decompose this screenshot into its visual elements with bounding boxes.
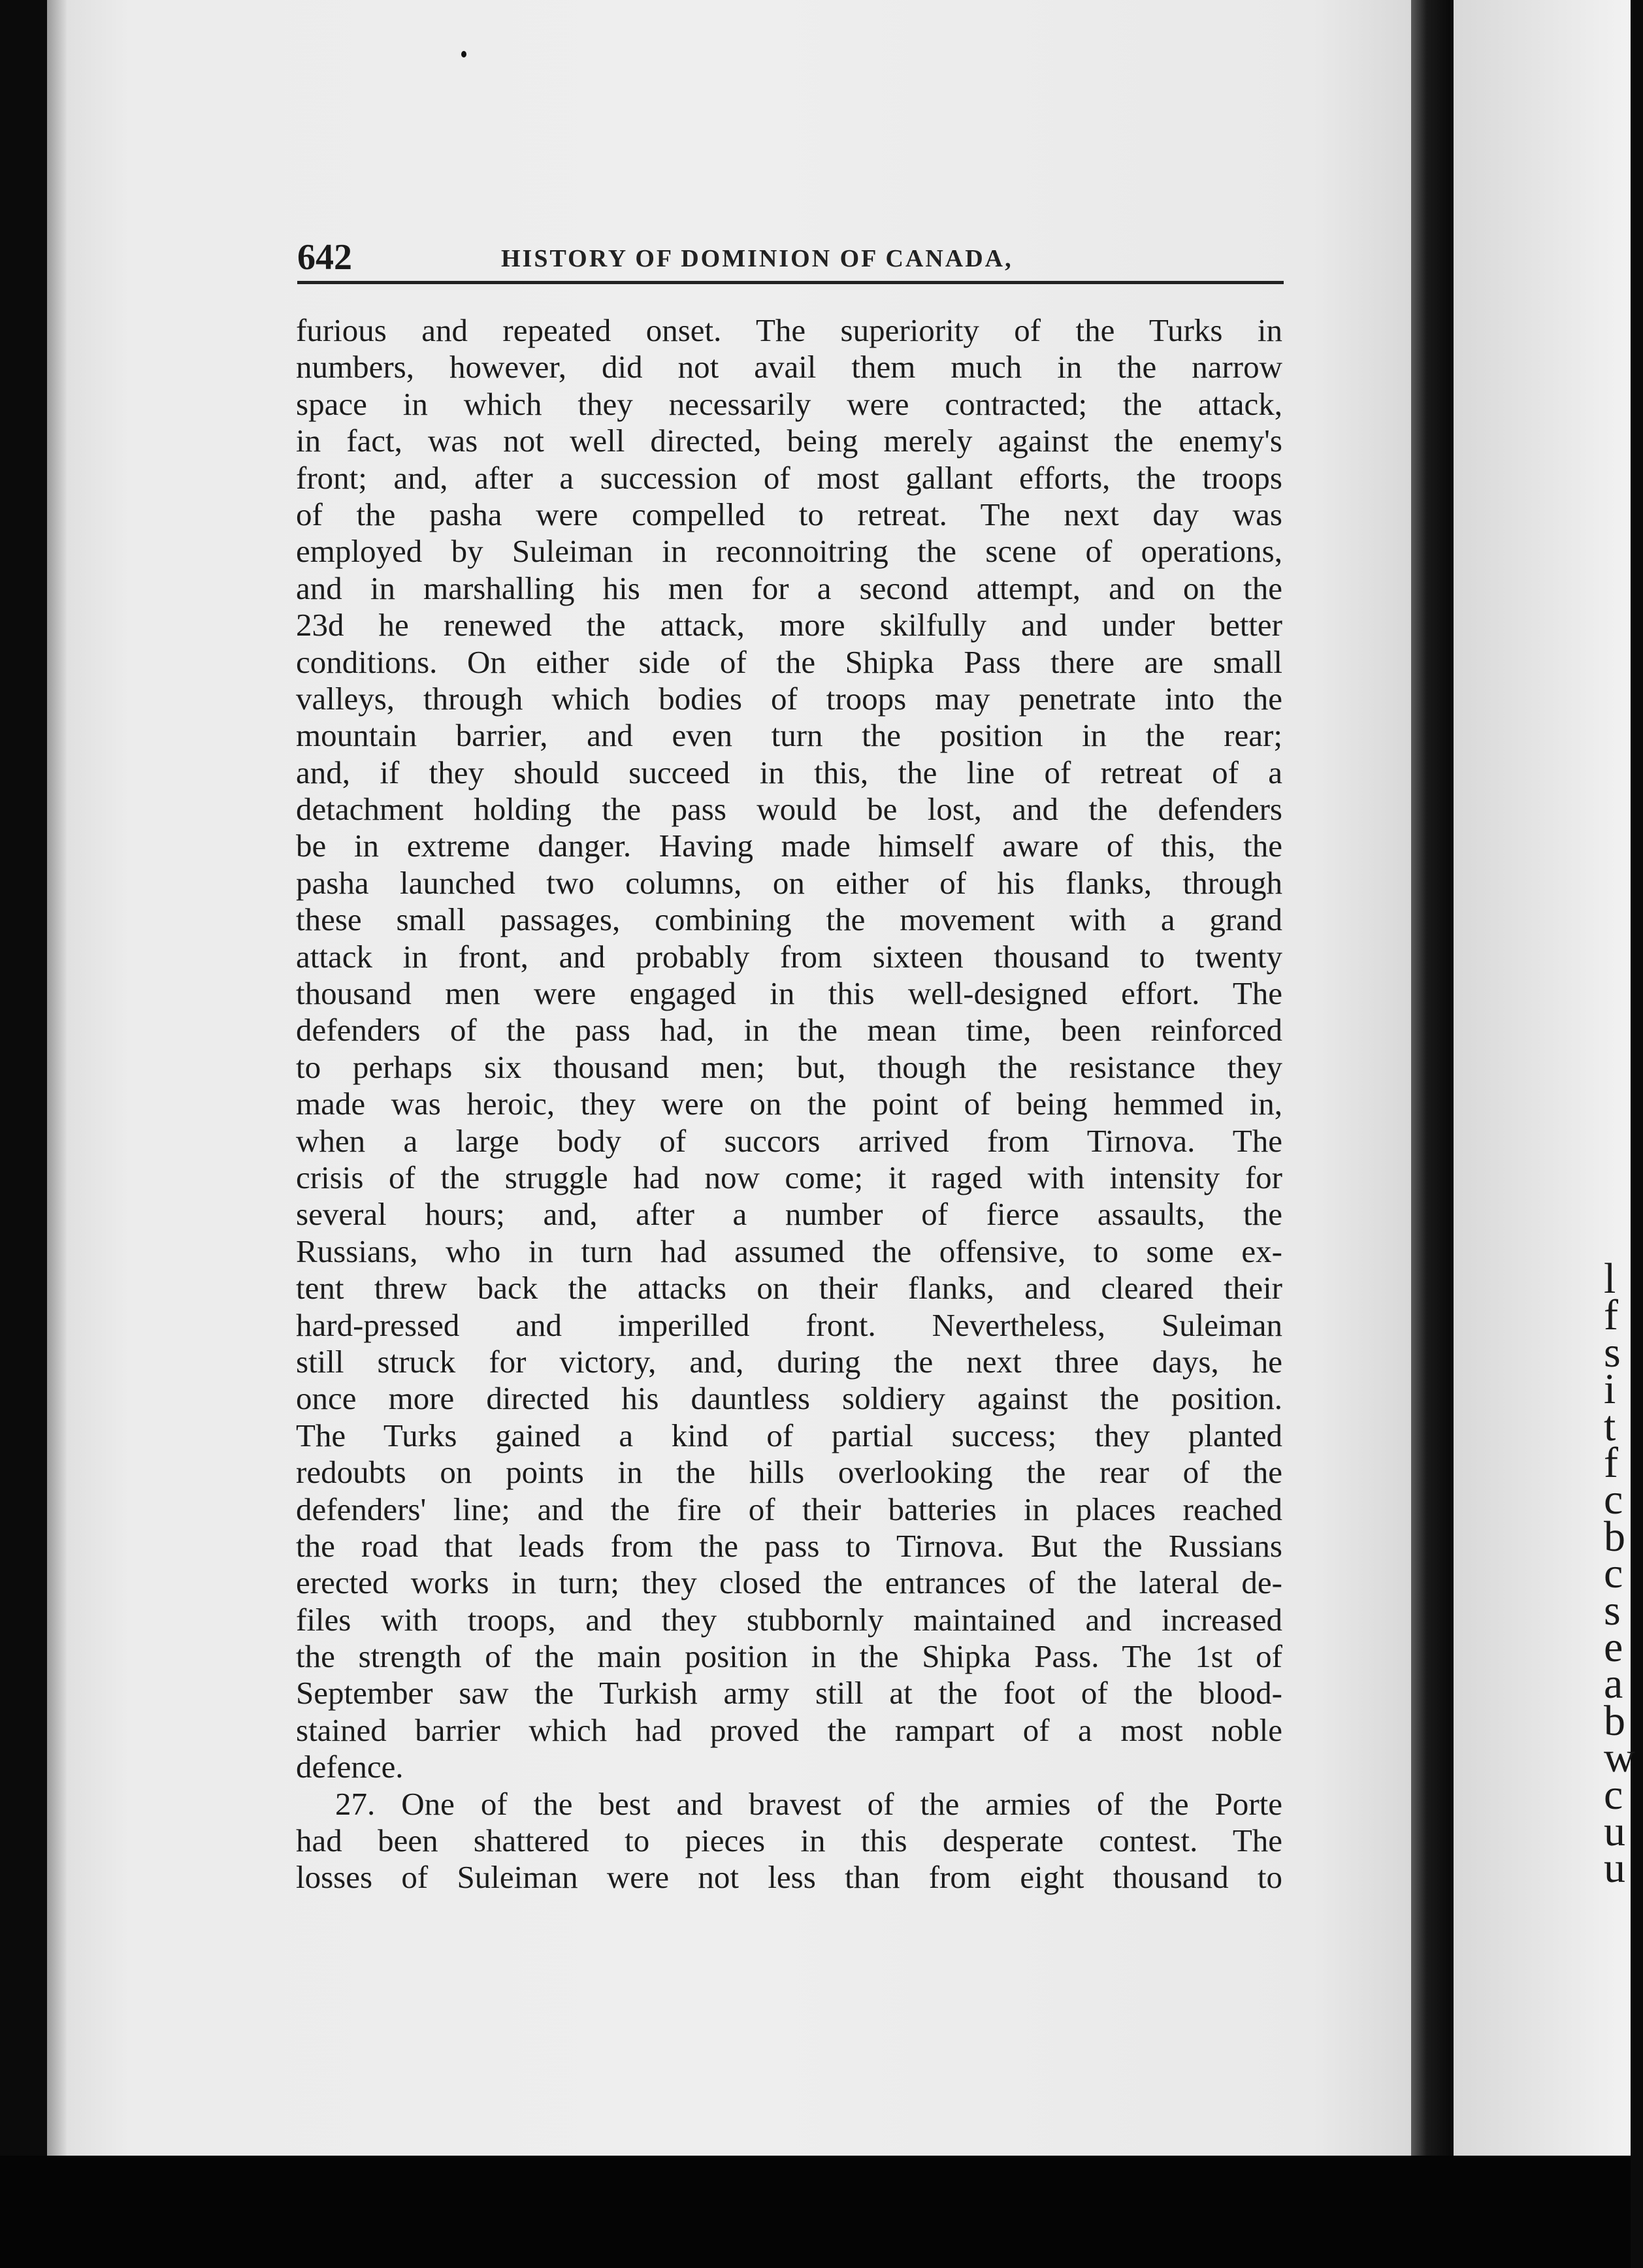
facing-page-letter: b: [1604, 1512, 1625, 1561]
text-line: The Turks gained a kind of partial success; they planted: [296, 1417, 1282, 1453]
text-line: crisis of the struggle had now come; it raged with intensity for: [296, 1159, 1282, 1195]
text-line: these small passages, combining the movement with a grand: [296, 901, 1282, 938]
facing-page-letter: t: [1604, 1402, 1616, 1450]
text-line: front; and, after a succession of most gallant efforts, the troops: [296, 459, 1282, 496]
text-line: the strength of the main position in the Shipka Pass. The 1st of: [296, 1638, 1282, 1675]
text-line: when a large body of succors arrived from Tirnova. The: [296, 1122, 1282, 1159]
scan-border: [0, 2156, 1631, 2268]
text-line: defenders of the pass had, in the mean time, been reinforced: [296, 1012, 1282, 1048]
text-line: erected works in turn; they closed the entrances of the lateral de-: [296, 1564, 1282, 1601]
text-line: conditions. On either side of the Shipka Pass there are small: [296, 643, 1282, 680]
text-line: employed by Suleiman in reconnoitring the scene of operations,: [296, 533, 1282, 570]
facing-page-letter: i: [1604, 1365, 1616, 1414]
text-line: files with troops, and they stubbornly maintained and increased: [296, 1601, 1282, 1638]
page-fold-shadow: [47, 0, 67, 2156]
text-line: Russians, who in turn had assumed the offensive, to some ex-: [296, 1233, 1282, 1269]
facing-page-letter: f: [1604, 1439, 1618, 1487]
text-line: 27. One of the best and bravest of the armies of the Porte: [335, 1785, 1282, 1822]
text-line: hard-pressed and imperilled front. Nevertheless, Suleiman: [296, 1306, 1282, 1343]
text-line: mountain barrier, and even turn the position in the rear;: [296, 717, 1282, 754]
facing-page-letter: u: [1604, 1807, 1625, 1855]
text-line: the road that leads from the pass to Tirnova. But the Russians: [296, 1527, 1282, 1564]
text-line: 23d he renewed the attack, more skilfully and under better: [296, 607, 1282, 643]
text-line: once more directed his dauntless soldiery against the position.: [296, 1380, 1282, 1417]
text-line: tent threw back the attacks on their flanks, and cleared their: [296, 1270, 1282, 1306]
text-line: redoubts on points in the hills overlooking the rear of the: [296, 1454, 1282, 1491]
text-line: September saw the Turkish army still at the foot of the blood-: [296, 1675, 1282, 1711]
facing-page-letter: f: [1604, 1291, 1618, 1340]
text-line: numbers, however, did not avail them much in the narrow: [296, 349, 1282, 385]
header-rule: [297, 281, 1284, 284]
facing-page: [1454, 0, 1635, 2156]
page-number: 642: [297, 237, 352, 278]
text-line: in fact, was not well directed, being merely against the enemy's: [296, 423, 1282, 459]
text-line: defenders' line; and the fire of their batteries in places reached: [296, 1491, 1282, 1527]
text-line: made was heroic, they were on the point of being hemmed in,: [296, 1086, 1282, 1122]
text-line: pasha launched two columns, on either of his flanks, through: [296, 864, 1282, 901]
running-title: HISTORY OF DOMINION OF CANADA,: [501, 245, 1013, 272]
paragraph: [296, 1786, 1282, 1896]
facing-page-letter: b: [1604, 1696, 1625, 1745]
text-line: still struck for victory, and, during the next three days, he: [296, 1343, 1282, 1380]
facing-page-letter: e: [1604, 1623, 1623, 1671]
page-header: [297, 236, 1284, 284]
body-text: [296, 312, 1282, 1896]
facing-page-letter: l: [1604, 1255, 1616, 1303]
facing-page-letter: c: [1604, 1549, 1623, 1598]
text-line: of the pasha were compelled to retreat. The next day was: [296, 496, 1282, 532]
text-line: be in extreme danger. Having made himself aware of this, the: [296, 828, 1282, 864]
text-line: and in marshalling his men for a second attempt, and on the: [296, 570, 1282, 606]
paragraph: [296, 312, 1282, 1786]
text-line: furious and repeated onset. The superiority of the Turks in: [296, 312, 1282, 348]
facing-page-letter: u: [1604, 1844, 1625, 1892]
text-line: had been shattered to pieces in this desperate contest. The: [296, 1822, 1282, 1859]
text-line: several hours; and, after a number of fierce assaults, the: [296, 1196, 1282, 1233]
text-line: to perhaps six thousand men; but, though the resistance they: [296, 1048, 1282, 1085]
text-line: losses of Suleiman were not less than from eight thousand to: [296, 1859, 1282, 1896]
text-line: thousand men were engaged in this well-designed effort. The: [296, 975, 1282, 1012]
text-line: and, if they should succeed in this, the line of retreat of a: [296, 754, 1282, 790]
facing-page-letter: w: [1604, 1734, 1635, 1782]
book-gutter: [1411, 0, 1450, 2156]
text-line: attack in front, and probably from sixteen thousand to twenty: [296, 938, 1282, 975]
facing-page-letter: c: [1604, 1770, 1623, 1819]
text-line: space in which they necessarily were contracted; the attack,: [296, 385, 1282, 422]
text-line: defence.: [296, 1749, 404, 1785]
text-line: valleys, through which bodies of troops may penetrate into the: [296, 680, 1282, 717]
facing-page-letter: c: [1604, 1476, 1623, 1524]
facing-page-letter: s: [1604, 1586, 1621, 1634]
text-line: stained barrier which had proved the rampart of a most noble: [296, 1711, 1282, 1748]
facing-page-letter: s: [1604, 1328, 1621, 1376]
text-line: detachment holding the pass would be lost, and the defenders: [296, 791, 1282, 828]
scan-speck: [461, 51, 466, 57]
facing-page-letter: a: [1604, 1660, 1623, 1708]
